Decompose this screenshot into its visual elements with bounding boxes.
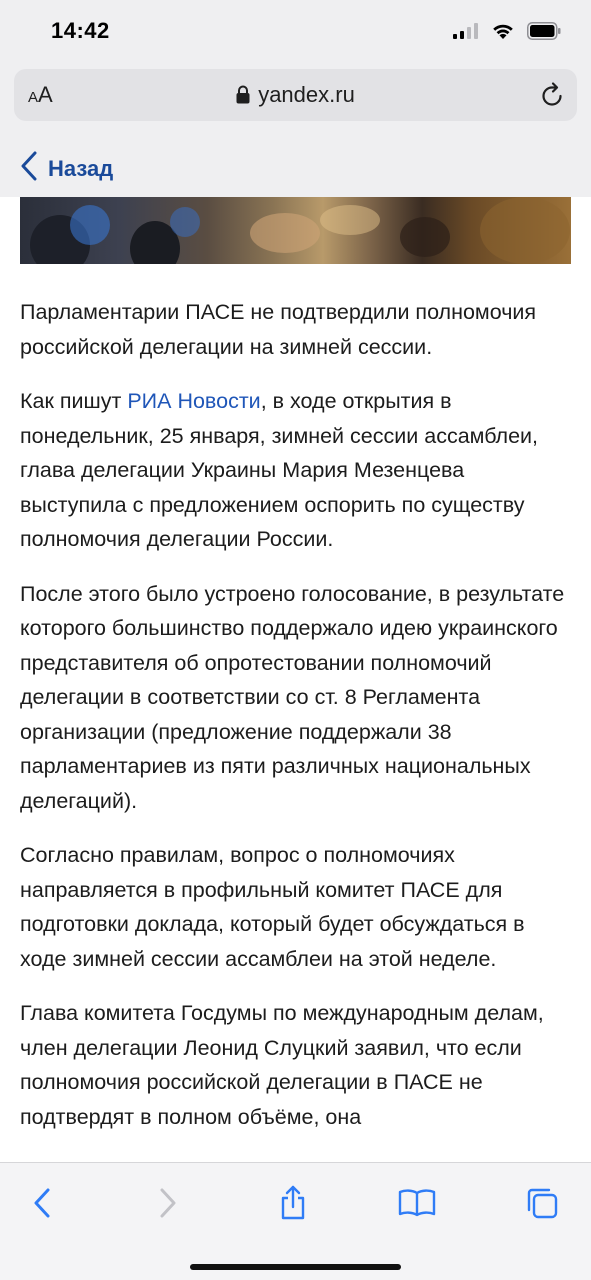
tabs-icon[interactable] <box>522 1183 562 1223</box>
page-header <box>0 135 591 197</box>
back-link[interactable] <box>20 151 113 187</box>
forward-icon[interactable] <box>148 1183 188 1223</box>
bookmarks-icon[interactable] <box>397 1183 437 1223</box>
chevron-left-icon <box>20 151 38 187</box>
battery-icon <box>527 22 561 45</box>
back-label: Назад <box>48 156 114 181</box>
home-indicator <box>190 1264 401 1270</box>
status-icons <box>453 22 561 45</box>
article-paragraph-2 <box>20 384 571 557</box>
url-text: yandex.ru <box>258 82 355 107</box>
signal-icon <box>453 23 479 44</box>
ria-novosti-link[interactable]: РИА Новости <box>127 389 261 413</box>
status-time: 14:42 <box>51 18 110 43</box>
browser-address-area <box>0 62 591 135</box>
article-paragraph-1: Парламентарии ПАСЕ не подтвердили полномочия российской делегации на зимней сессии. <box>20 300 537 359</box>
status-bar <box>0 0 591 62</box>
lock-icon <box>236 84 250 110</box>
text-size-button[interactable]: AA <box>28 82 53 107</box>
article-content <box>0 197 591 1162</box>
url-display[interactable] <box>14 82 577 110</box>
reload-icon[interactable] <box>539 81 565 114</box>
article-paragraph-3: После этого было устроено голосование, в результате которого большинство поддержало идею украинского представителя об опротестовании полномочий делегации в соответствии со ст. 8 Регламента организации (предложение поддержали 38 парламентариев из пяти различных национальных делегаций). <box>20 581 565 813</box>
article-body <box>20 295 571 1154</box>
address-bar[interactable] <box>14 69 577 121</box>
article-paragraph-5: Глава комитета Госдумы по международным делам, член делегации Леонид Слуцкий заявил, что если полномочия российской делегации в ПАСЕ не подтвердят в полном объёме, она <box>20 1001 544 1129</box>
back-icon[interactable] <box>22 1183 62 1223</box>
p2-lead: Как пишут <box>20 389 128 413</box>
article-hero-image <box>20 197 571 264</box>
p2-rest: , в ходе открытия в понедельник, 25 января, зимней сессии ассамблеи, глава делегации Украины Мария Мезенцева выступила с предложением оспорить по существу полномочия делегации России. <box>20 389 539 551</box>
article-paragraph-4: Согласно правилам, вопрос о полномочиях направляется в профильный комитет ПАСЕ для подготовки доклада, который будет обсуждаться в ходе зимней сессии ассамблеи на этой неделе. <box>20 843 525 971</box>
browser-toolbar <box>0 1162 591 1280</box>
share-icon[interactable] <box>273 1183 313 1223</box>
wifi-icon <box>491 22 515 45</box>
